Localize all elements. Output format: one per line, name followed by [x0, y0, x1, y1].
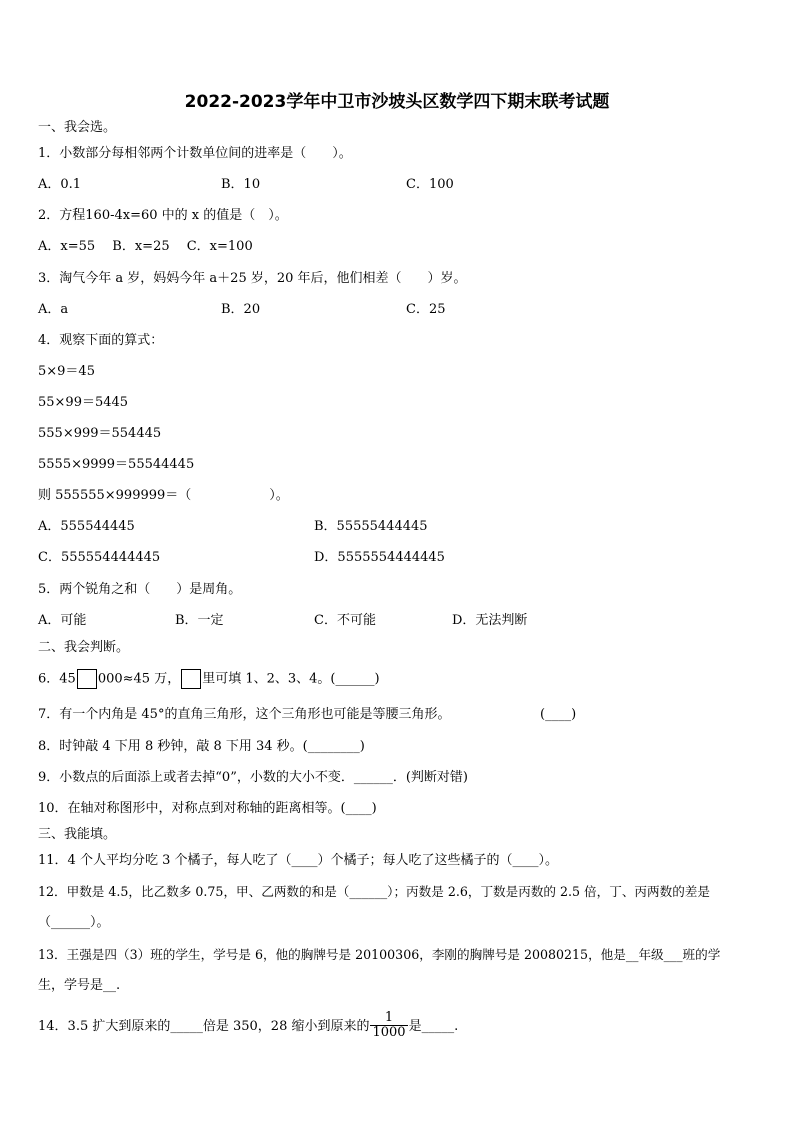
- q1-option-c: C．100: [406, 177, 454, 192]
- question-13-line-1: 13．王强是四（3）班的学生，学号是 6，他的胸牌号是 20100306，李刚的胸牌号是 20080215，他是__年级___班的学: [38, 947, 721, 962]
- q4-equation-5: 则 555555×999999＝（ ）。: [38, 488, 289, 503]
- q14-part-2: 是_____.: [408, 1019, 459, 1034]
- q14-fraction-numerator: 1: [384, 1010, 394, 1025]
- page-title: 2022-2023学年中卫市沙坡头区数学四下期末联考试题: [184, 92, 610, 112]
- q5-option-c: C．不可能: [314, 613, 376, 628]
- question-12-line-2: （______）。: [38, 915, 110, 930]
- question-13-line-2: 生，学号是__.: [38, 978, 121, 993]
- question-7: 7．有一个内角是 45°的直角三角形，这个三角形也可能是等腰三角形。: [38, 707, 451, 722]
- q4-option-a: A．555544445: [38, 519, 135, 534]
- section-heading-fill: 三、我能填。: [38, 827, 117, 842]
- q4-option-c: C．555554444445: [38, 550, 161, 565]
- q14-part-1: 14．3.5 扩大到原来的_____倍是 350，28 缩小到原来的: [38, 1019, 370, 1034]
- q14-fraction: [370, 1011, 407, 1040]
- q6-part-1: 6．45: [38, 671, 76, 687]
- q4-option-d: D．5555554444445: [314, 550, 445, 565]
- q5-option-a: A．可能: [38, 613, 87, 628]
- q7-answer-blank: (____): [540, 707, 577, 722]
- question-9: 9．小数点的后面添上或者去掉“0”，小数的大小不变．______．(判断对错): [38, 770, 468, 785]
- question-11: 11．4 个人平均分吃 3 个橘子，每人吃了（____）个橘子；每人吃了这些橘子的（____）。: [38, 853, 558, 868]
- q6-answer-box-1: [77, 669, 97, 689]
- question-12-line-1: 12．甲数是 4.5，比乙数多 0.75，甲、乙两数的和是（______）；丙数是 2.6，丁数是丙数的 2.5 倍，丁、丙两数的差是: [38, 884, 710, 899]
- q4-equation-1: 5×9＝45: [38, 364, 95, 379]
- q3-option-c: C．25: [406, 302, 446, 317]
- question-14: [38, 1012, 458, 1041]
- question-1: 1．小数部分每相邻两个计数单位间的进率是（ ）。: [38, 146, 352, 161]
- q6-part-3: 里可填 1、2、3、4。(______): [202, 671, 380, 687]
- section-heading-choice: 一、我会选。: [38, 120, 117, 135]
- q1-option-a: A．0.1: [38, 177, 82, 192]
- q6-part-2: 000≈45 万，: [97, 671, 181, 687]
- question-10: 10．在轴对称图形中，对称点到对称轴的距离相等。(____): [38, 801, 377, 816]
- q4-equation-4: 5555×9999＝55544445: [38, 457, 195, 472]
- q5-option-b: B．一定: [175, 613, 224, 628]
- q3-option-b: B．20: [221, 302, 261, 317]
- q4-equation-3: 555×999＝554445: [38, 426, 162, 441]
- q3-option-a: A．a: [38, 302, 69, 317]
- question-6: [38, 669, 380, 689]
- q4-equation-2: 55×99＝5445: [38, 395, 129, 410]
- q14-fraction-denominator: 1000: [372, 1025, 406, 1040]
- q5-option-d: D．无法判断: [452, 613, 528, 628]
- question-8: 8．时钟敲 4 下用 8 秒钟，敲 8 下用 34 秒。(________): [38, 739, 365, 754]
- question-5: 5．两个锐角之和（ ）是周角。: [38, 582, 242, 597]
- q4-option-b: B．55555444445: [314, 519, 428, 534]
- q6-answer-box-2: [181, 669, 201, 689]
- section-heading-judge: 二、我会判断。: [38, 640, 130, 655]
- question-4: 4．观察下面的算式：: [38, 333, 164, 348]
- question-3: 3．淘气今年 a 岁，妈妈今年 a＋25 岁，20 年后，他们相差（ ）岁。: [38, 271, 467, 286]
- q1-option-b: B．10: [221, 177, 261, 192]
- q2-options: A．x=55 B．x=25 C．x=100: [38, 239, 253, 254]
- question-2: 2．方程160-4x=60 中的 x 的值是（ ）。: [38, 208, 288, 223]
